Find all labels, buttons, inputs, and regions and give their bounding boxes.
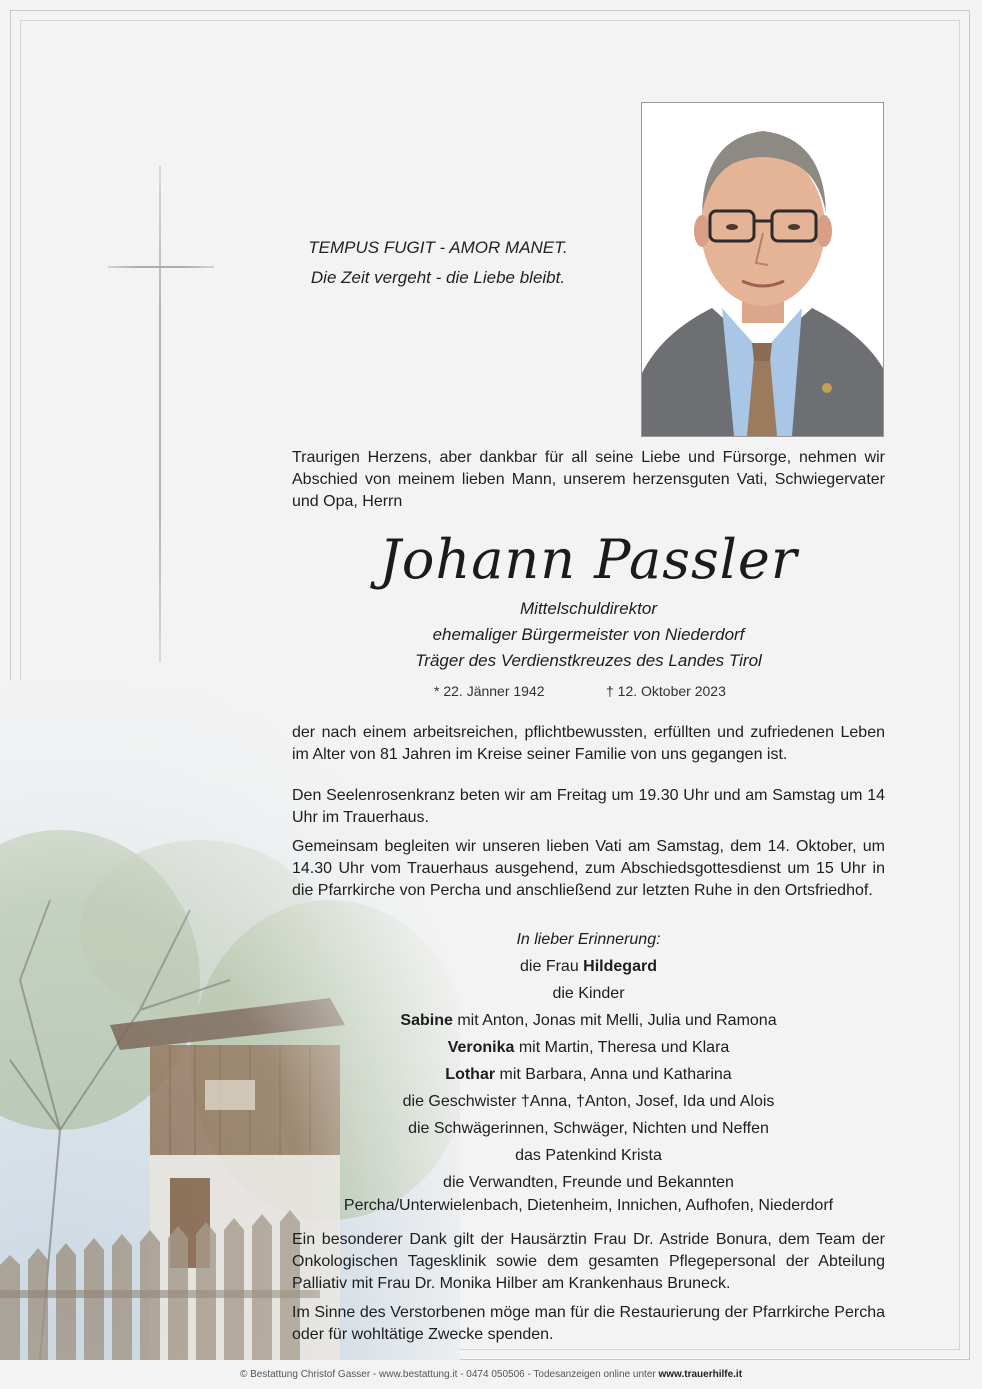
funeral-text	[292, 836, 885, 902]
donation-paragraph: Im Sinne des Verstorbenen möge man für die Restaurierung der Pfarrkirche Percha oder für wohltätige Zwecke spenden.	[292, 1304, 885, 1343]
rosary-paragraph: Den Seelenrosenkranz beten wir am Freitag um 19.30 Uhr und am Samstag um 14 Uhr im Trauerhaus.	[292, 787, 885, 826]
title-line: Träger des Verdienstkreuzes des Landes Tirol	[415, 651, 762, 670]
child-entry	[292, 1034, 885, 1061]
child-entry	[292, 1007, 885, 1034]
death-date: † 12. Oktober 2023	[606, 683, 726, 699]
birth-date: * 22. Jänner 1942	[434, 683, 545, 699]
title-line: Mittelschuldirektor	[520, 599, 657, 618]
footer	[0, 1369, 982, 1380]
passing-text	[292, 722, 885, 766]
child-entry	[292, 1061, 885, 1088]
cross-horizontal-beam	[108, 266, 214, 268]
siblings-line: die Geschwister †Anna, †Anton, Josef, Ida und Alois	[402, 1093, 775, 1110]
in-laws-line: die Schwägerinnen, Schwäger, Nichten und Neffen	[408, 1120, 769, 1137]
thanks-text	[292, 1229, 885, 1295]
motto-latin: TEMPUS FUGIT - AMOR MANET.	[308, 238, 568, 257]
wife-name: Hildegard	[583, 958, 657, 975]
relatives-line: die Verwandten, Freunde und Bekannten	[443, 1174, 734, 1191]
children-label: die Kinder	[552, 985, 625, 1002]
wife-prefix: die Frau	[520, 958, 579, 975]
godchild-line: das Patenkind Krista	[515, 1147, 662, 1164]
thanks-paragraph: Ein besonderer Dank gilt der Hausärztin Frau Dr. Astride Bonura, dem Team der Onkologischen Tagesklinik sowie dem gesamten Pflegepersonal der Abteilung Palliativ mit Frau Dr. Monika Hilber am Krankenhaus Bruneck.	[292, 1231, 885, 1292]
child-family: mit Barbara, Anna und Katharina	[499, 1066, 732, 1083]
motto-german: Die Zeit vergeht - die Liebe bleibt.	[310, 268, 566, 287]
family-wife	[292, 953, 885, 980]
portrait-photo	[641, 102, 884, 437]
donation-text	[292, 1302, 885, 1346]
child-name: Veronika	[447, 1039, 515, 1056]
footer-text: © Bestattung Christof Gasser - www.bestattung.it - 0474 050506 - Todesanzeigen online unter	[239, 1369, 656, 1380]
places-line: Percha/Unterwielenbach, Dietenheim, Innichen, Aufhofen, Niederdorf	[343, 1197, 834, 1214]
child-name: Lothar	[445, 1066, 496, 1083]
funeral-paragraph: Gemeinsam begleiten wir unseren lieben Vati am Samstag, dem 14. Oktober, um 14.30 Uhr vom Trauerhaus ausgehend, zum Abschiedsgottesdienst um 15 Uhr in die Pfarrkirche von Percha und anschließend zur letzten Ruhe in den Ortsfriedhof.	[292, 838, 885, 899]
family-list	[292, 926, 885, 1196]
cross-vertical-beam	[159, 166, 161, 662]
child-family: mit Martin, Theresa und Klara	[518, 1039, 730, 1056]
deceased-name: Johann Passler	[379, 528, 798, 591]
family-lead: In lieber Erinnerung:	[516, 931, 661, 948]
passing-paragraph: der nach einem arbeitsreichen, pflichtbewussten, erfüllten und zufriedenen Leben im Alter von 81 Jahren im Kreise seiner Familie von uns gegangen ist.	[292, 724, 885, 763]
intro-text	[292, 447, 885, 513]
child-name: Sabine	[400, 1012, 453, 1029]
child-family: mit Anton, Jonas mit Melli, Julia und Ramona	[457, 1012, 777, 1029]
footer-link[interactable]: www.trauerhilfe.it	[658, 1369, 743, 1380]
titles-list	[292, 596, 885, 674]
intro-paragraph: Traurigen Herzens, aber dankbar für all seine Liebe und Fürsorge, nehmen wir Abschied von meinem lieben Mann, unserem herzensguten Vati, Schwiegervater und Opa, Herrn	[292, 449, 885, 510]
rosary-text	[292, 785, 885, 829]
title-line: ehemaliger Bürgermeister von Niederdorf	[432, 625, 745, 644]
